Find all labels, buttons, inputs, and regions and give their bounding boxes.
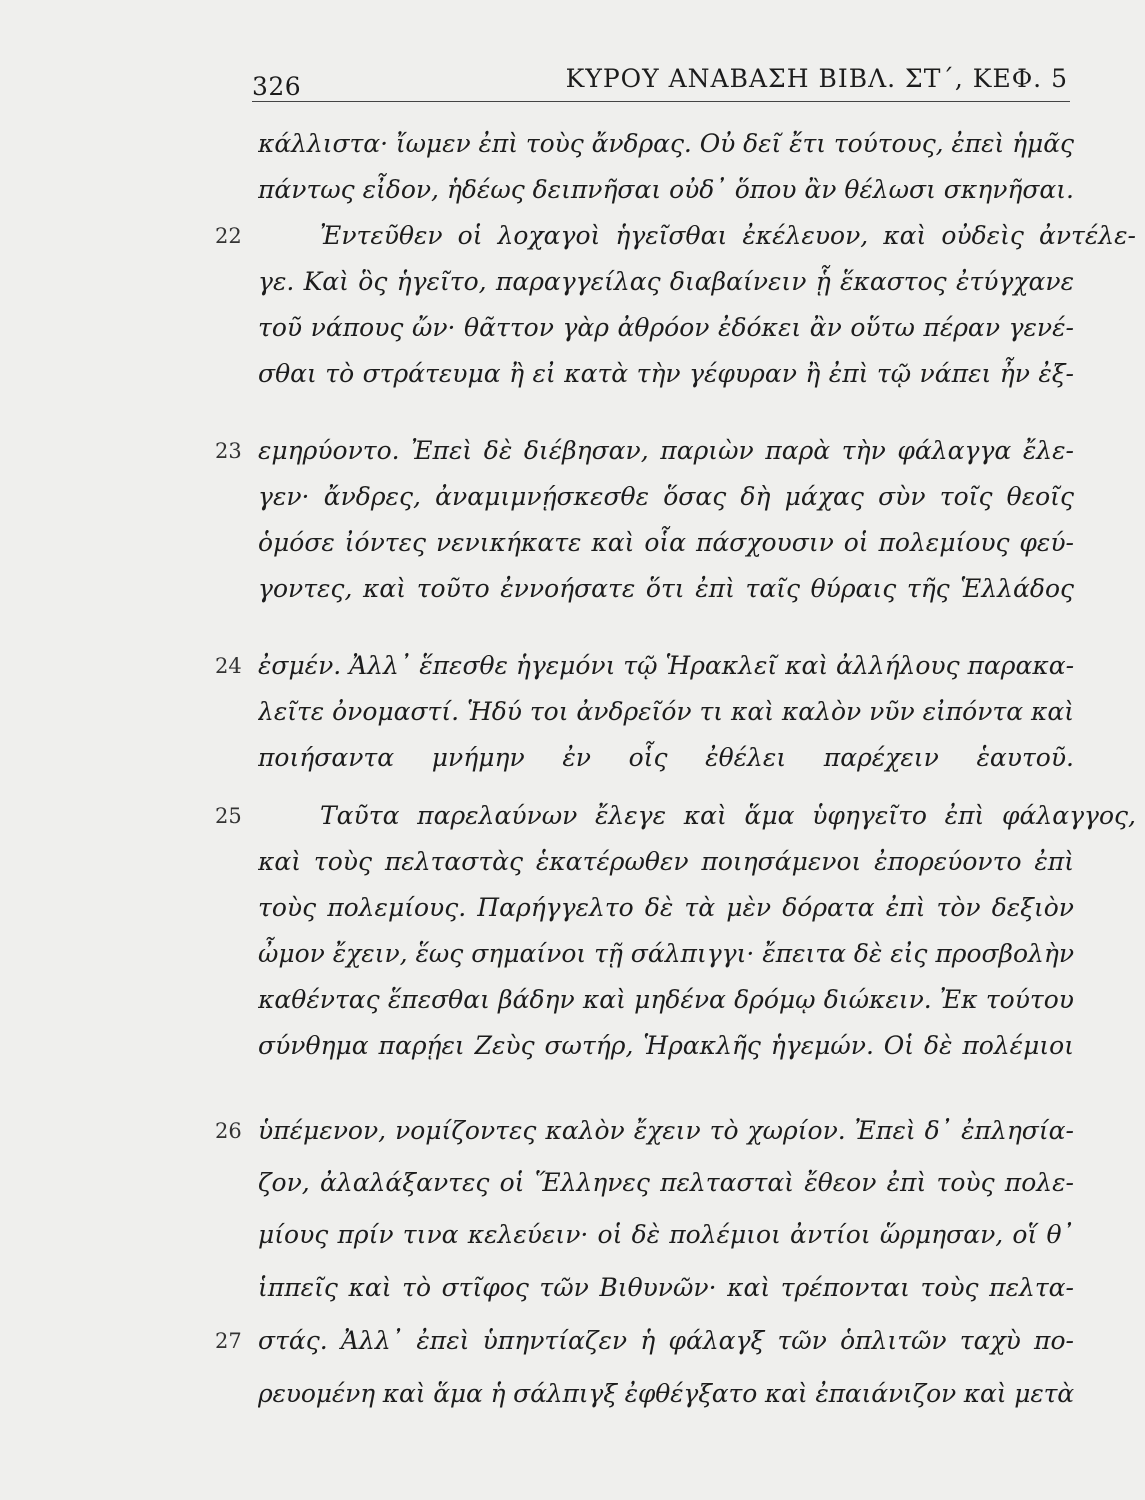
- text-line: ποιήσαντα μνήμην ἐν οἷς ἐθέλει παρέχειν ἑαυτοῦ.: [258, 743, 1074, 772]
- text-line: ὦμον ἔχειν, ἕως σημαίνοι τῇ σάλπιγγι· ἔπειτα δὲ εἰς προσβολὴν: [258, 939, 1074, 968]
- text-line: πάντως εἶδον, ἡδέως δειπνῆσαι οὐδ᾽ ὅπου ἂν θέλωσι σκηνῆσαι.: [258, 175, 1074, 204]
- header-rule: [252, 101, 1070, 102]
- section-number: 25: [215, 804, 242, 828]
- text-line: γε. Καὶ ὃς ἡγεῖτο, παραγγείλας διαβαίνειν ᾗ ἕκαστος ἐτύγχανε: [258, 267, 1074, 296]
- running-title: ΚΥΡΟΥ ΑΝΑΒΑΣΗ ΒΙΒΛ. ΣΤ΄, ΚΕΦ. 5: [565, 64, 1068, 93]
- text-line: ἐσμέν. Ἀλλ᾽ ἕπεσθε ἡγεμόνι τῷ Ἡρακλεῖ καὶ ἀλλήλους παρακα-: [258, 651, 1074, 680]
- section-number: 24: [215, 654, 242, 678]
- text-line: στάς. Ἀλλ᾽ ἐπεὶ ὑπηντίαζεν ἡ φάλαγξ τῶν ὁπλιτῶν ταχὺ πο-: [258, 1326, 1074, 1355]
- text-line: ζον, ἀλαλάξαντες οἱ Ἕλληνες πελτασταὶ ἔθεον ἐπὶ τοὺς πολε-: [258, 1168, 1074, 1197]
- text-line: τοῦ νάπους ὤν· θᾶττον γὰρ ἀθρόον ἐδόκει ἂν οὕτω πέραν γενέ-: [258, 313, 1074, 342]
- text-line: κάλλιστα· ἴωμεν ἐπὶ τοὺς ἄνδρας. Οὐ δεῖ ἔτι τούτους, ἐπεὶ ἡμᾶς: [258, 129, 1074, 158]
- text-line: Ταῦτα παρελαύνων ἔλεγε καὶ ἅμα ὑφηγεῖτο ἐπὶ φάλαγγος,: [320, 801, 1136, 830]
- text-line: λεῖτε ὀνομαστί. Ἡδύ τοι ἀνδρεῖόν τι καὶ καλὸν νῦν εἰπόντα καὶ: [258, 697, 1074, 726]
- text-line: μίους πρίν τινα κελεύειν· οἱ δὲ πολέμιοι ἀντίοι ὥρμησαν, οἵ θ᾽: [258, 1220, 1074, 1249]
- text-line: Ἐντεῦθεν οἱ λοχαγοὶ ἡγεῖσθαι ἐκέλευον, καὶ οὐδεὶς ἀντέλε-: [320, 221, 1136, 250]
- text-line: σθαι τὸ στράτευμα ἢ εἰ κατὰ τὴν γέφυραν ἢ ἐπὶ τῷ νάπει ἦν ἐξ-: [258, 359, 1074, 388]
- section-number: 27: [215, 1329, 242, 1353]
- text-line: γεν· ἄνδρες, ἀναμιμνῄσκεσθε ὅσας δὴ μάχας σὺν τοῖς θεοῖς: [258, 482, 1074, 511]
- section-number: 26: [215, 1119, 242, 1143]
- text-line: καθέντας ἕπεσθαι βάδην καὶ μηδένα δρόμῳ διώκειν. Ἐκ τούτου: [258, 985, 1074, 1014]
- text-line: τοὺς πολεμίους. Παρήγγελτο δὲ τὰ μὲν δόρατα ἐπὶ τὸν δεξιὸν: [258, 893, 1074, 922]
- text-line: ὑπέμενον, νομίζοντες καλὸν ἔχειν τὸ χωρίον. Ἐπεὶ δ᾽ ἐπλησία-: [258, 1116, 1074, 1145]
- text-line: ἱππεῖς καὶ τὸ στῖφος τῶν Βιθυνῶν· καὶ τρέπονται τοὺς πελτα-: [258, 1273, 1074, 1302]
- text-line: εμηρύοντο. Ἐπεὶ δὲ διέβησαν, παριὼν παρὰ τὴν φάλαγγα ἔλε-: [258, 436, 1074, 465]
- text-line: σύνθημα παρῄει Ζεὺς σωτήρ, Ἡρακλῆς ἡγεμών. Οἱ δὲ πολέμιοι: [258, 1031, 1074, 1060]
- text-line: ὁμόσε ἰόντες νενικήκατε καὶ οἷα πάσχουσιν οἱ πολεμίους φεύ-: [258, 528, 1074, 557]
- text-line: ρευομένη καὶ ἅμα ἡ σάλπιγξ ἐφθέγξατο καὶ ἐπαιάνιζον καὶ μετὰ: [258, 1379, 1074, 1408]
- section-number: 23: [215, 439, 242, 463]
- page-number: 326: [252, 72, 302, 101]
- text-line: καὶ τοὺς πελταστὰς ἑκατέρωθεν ποιησάμενοι ἐπορεύοντο ἐπὶ: [258, 847, 1074, 876]
- page-header: [252, 58, 1070, 101]
- text-line: γοντες, καὶ τοῦτο ἐννοήσατε ὅτι ἐπὶ ταῖς θύραις τῆς Ἑλλάδος: [258, 574, 1074, 603]
- section-number: 22: [215, 224, 242, 248]
